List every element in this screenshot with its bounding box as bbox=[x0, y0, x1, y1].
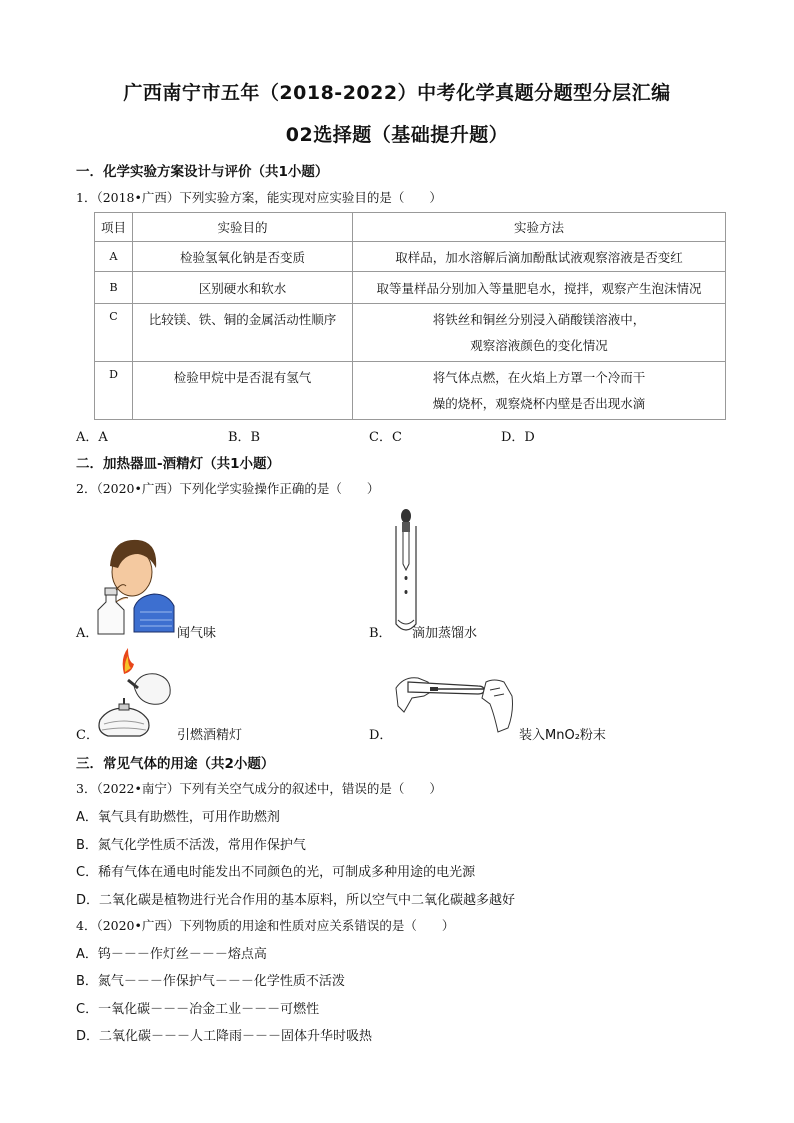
section-heading-2: 二．加热器皿-酒精灯（共1小题） bbox=[76, 456, 280, 472]
q3-option-a: A．氧气具有助燃性，可用作助燃剂 bbox=[76, 810, 280, 825]
q1-option-d: D．D bbox=[501, 430, 535, 445]
q2-option-b-caption: 滴加蒸馏水 bbox=[412, 626, 478, 641]
table-row bbox=[95, 242, 726, 272]
table-cell-method: 取样品，加水溶解后滴加酚酞试液观察溶液是否变红 bbox=[353, 242, 726, 272]
table-cell-method bbox=[353, 304, 726, 362]
q2-option-d-caption: 装入MnO₂粉末 bbox=[519, 728, 606, 743]
q3-option-b: B．氮气化学性质不活泼，常用作保护气 bbox=[76, 838, 306, 853]
add-powder-illustration bbox=[394, 668, 518, 738]
q2-option-c-letter: C． bbox=[76, 728, 99, 743]
alcohol-lamp-illustration bbox=[94, 646, 176, 740]
dropper-test-tube-illustration bbox=[386, 508, 426, 636]
q1-option-a: A．A bbox=[76, 430, 108, 445]
table-cell-item: C bbox=[95, 304, 133, 362]
q2-option-d-letter: D． bbox=[369, 728, 393, 743]
table-cell-item: D bbox=[95, 362, 133, 420]
table-cell-method bbox=[353, 362, 726, 420]
q2-option-c-caption: 引燃酒精灯 bbox=[177, 728, 243, 743]
question-3-stem: 3．（2022•南宁）下列有关空气成分的叙述中，错误的是（ ） bbox=[76, 781, 442, 796]
q1-option-b: B．B bbox=[228, 430, 261, 445]
table-row bbox=[95, 304, 726, 362]
table-header-cell: 项目 bbox=[95, 213, 133, 242]
table-cell-purpose: 区别硬水和软水 bbox=[133, 272, 353, 304]
table-cell-purpose: 比较镁、铁、铜的金属活动性顺序 bbox=[133, 304, 353, 362]
q3-option-c: C．稀有气体在通电时能发出不同颜色的光，可制成多种用途的电光源 bbox=[76, 865, 476, 880]
table-cell-purpose: 检验氢氧化钠是否变质 bbox=[133, 242, 353, 272]
q1-option-c: C．C bbox=[369, 430, 402, 445]
table-header-cell: 实验方法 bbox=[353, 213, 726, 242]
method-line: 燥的烧杯，观察烧杯内壁是否出现水滴 bbox=[432, 395, 646, 411]
section-heading-1: 一．化学实验方案设计与评价（共1小题） bbox=[76, 164, 329, 180]
table-cell-method: 取等量样品分别加入等量肥皂水，搅拌，观察产生泡沫情况 bbox=[353, 272, 726, 304]
page-subtitle: 02选择题（基础提升题） bbox=[285, 124, 509, 146]
q2-option-a-caption: 闻气味 bbox=[177, 626, 217, 641]
method-line: 将铁丝和铜丝分别浸入硝酸镁溶液中， bbox=[432, 311, 646, 327]
q4-option-b: B．氮气－－－作保护气－－－化学性质不活泼 bbox=[76, 974, 345, 989]
q4-option-c: C．一氧化碳－－－冶金工业－－－可燃性 bbox=[76, 1002, 320, 1017]
smelling-gas-illustration bbox=[94, 532, 178, 636]
question-1-stem: 1．（2018•广西）下列实验方案，能实现对应实验目的是（ ） bbox=[76, 190, 442, 205]
q4-option-d: D．二氧化碳－－－人工降雨－－－固体升华时吸热 bbox=[76, 1029, 373, 1044]
method-line: 将气体点燃，在火焰上方罩一个冷而干 bbox=[432, 369, 646, 385]
experiment-table bbox=[94, 212, 726, 420]
q4-option-a: A．钨－－－作灯丝－－－熔点高 bbox=[76, 947, 267, 962]
page-title: 广西南宁市五年（2018-2022）中考化学真题分题型分层汇编 bbox=[123, 82, 671, 104]
table-row bbox=[95, 272, 726, 304]
q3-option-d: D．二氧化碳是植物进行光合作用的基本原料，所以空气中二氧化碳越多越好 bbox=[76, 893, 516, 908]
section-heading-3: 三．常见气体的用途（共2小题） bbox=[76, 756, 275, 772]
table-cell-item: A bbox=[95, 242, 133, 272]
table-header-cell: 实验目的 bbox=[133, 213, 353, 242]
table-cell-purpose: 检验甲烷中是否混有氢气 bbox=[133, 362, 353, 420]
q2-option-a-letter: A． bbox=[76, 626, 99, 641]
question-4-stem: 4．（2020•广西）下列物质的用途和性质对应关系错误的是（ ） bbox=[76, 918, 455, 933]
table-cell-item: B bbox=[95, 272, 133, 304]
table-row bbox=[95, 362, 726, 420]
table-header-row bbox=[95, 213, 726, 242]
question-2-stem: 2．（2020•广西）下列化学实验操作正确的是（ ） bbox=[76, 481, 380, 496]
method-line: 观察溶液颜色的变化情况 bbox=[470, 337, 608, 353]
q2-option-b-letter: B． bbox=[369, 626, 392, 641]
